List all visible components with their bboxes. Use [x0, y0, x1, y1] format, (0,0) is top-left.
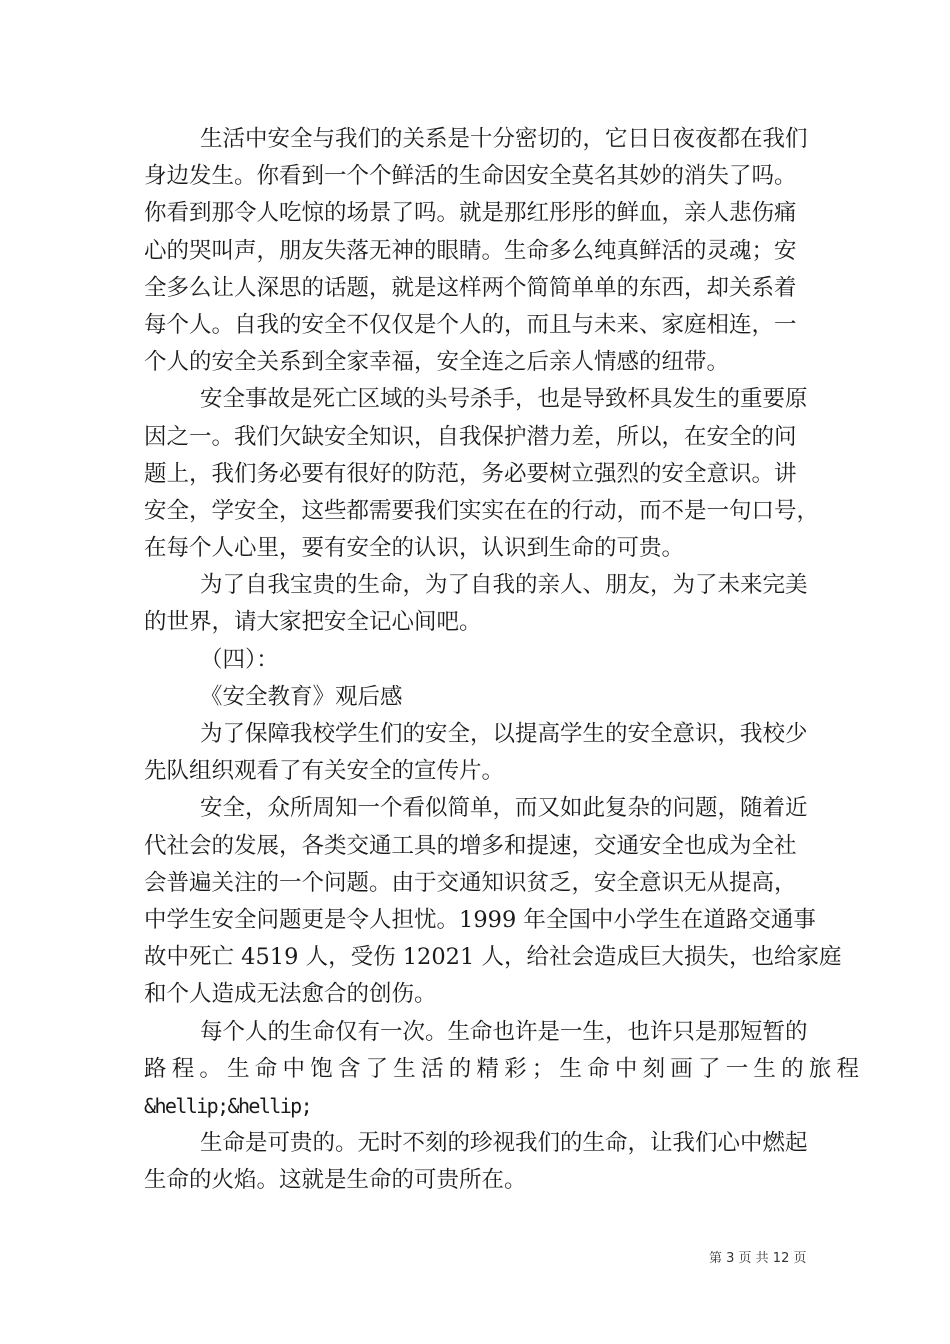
page-number-footer: 第 3 页 共 12 页	[709, 1251, 807, 1266]
text-line: 为了保障我校学生们的安全，以提高学生的安全意识，我校少	[200, 721, 808, 747]
text-line: 身边发生。你看到一个个鲜活的生命因安全莫名其妙的消失了吗。	[144, 163, 797, 190]
text-line: 安全，学安全，这些都需要我们实实在在的行动，而不是一句口号，	[144, 497, 820, 524]
html-entity-text: &hellip;&hellip;	[144, 1093, 312, 1118]
text-line: 路程。生命中饱含了生活的精彩；生命中刻画了一生的旅程	[144, 1055, 865, 1082]
text-line: 安全事故是死亡区域的头号杀手，也是导致杯具发生的重要原	[200, 386, 808, 413]
section-title: 《安全教育》观后感	[200, 683, 403, 710]
text-line: 题上，我们务必要有很好的防范，务必要树立强烈的安全意识。讲	[144, 460, 797, 487]
text-line: 因之一。我们欠缺安全知识，自我保护潜力差，所以，在安全的问	[144, 423, 797, 450]
text-line: 全多么让人深思的话题，就是这样两个简简单单的东西，却关系着	[144, 274, 797, 301]
text-line: 个人的安全关系到全家幸福，安全连之后亲人情感的纽带。	[144, 349, 730, 376]
text-line: 代社会的发展，各类交通工具的增多和提速，交通安全也成为全社	[144, 832, 797, 859]
text-line: 生活中安全与我们的关系是十分密切的，它日日夜夜都在我们	[200, 126, 808, 152]
text-line: 在每个人心里，要有安全的认识，认识到生命的可贵。	[144, 535, 685, 562]
text-line: 先队组织观看了有关安全的宣传片。	[144, 758, 505, 785]
text-line: 生命的火焰。这就是生命的可贵所在。	[144, 1167, 527, 1194]
text-line: 故中死亡 4519 人，受伤 12021 人，给社会造成巨大损失，也给家庭	[144, 944, 842, 971]
text-line: 和个人造成无法愈合的创伤。	[144, 981, 437, 1008]
document-body	[144, 121, 865, 1199]
section-number: （四）：	[200, 646, 279, 673]
text-line: 安全，众所周知一个看似简单，而又如此复杂的问题，随着近	[200, 795, 808, 822]
text-line: 为了自我宝贵的生命，为了自我的亲人、朋友，为了未来完美	[200, 572, 808, 599]
text-line: 每个人。自我的安全不仅仅是个人的，而且与未来、家庭相连，一	[144, 311, 797, 338]
text-line: 的世界，请大家把安全记心间吧。	[144, 609, 482, 636]
text-line: 中学生安全问题更是令人担忧。1999 年全国中小学生在道路交通事	[144, 906, 816, 933]
text-line: 你看到那令人吃惊的场景了吗。就是那红彤彤的鲜血，亲人悲伤痛	[144, 200, 797, 227]
text-line: 每个人的生命仅有一次。生命也许是一生，也许只是那短暂的	[200, 1018, 808, 1045]
text-line: 心的哭叫声，朋友失落无神的眼睛。生命多么纯真鲜活的灵魂；安	[144, 237, 797, 264]
text-line: 生命是可贵的。无时不刻的珍视我们的生命，让我们心中燃起	[200, 1130, 808, 1157]
text-line: 会普遍关注的一个问题。由于交通知识贫乏，安全意识无从提高，	[144, 869, 797, 896]
